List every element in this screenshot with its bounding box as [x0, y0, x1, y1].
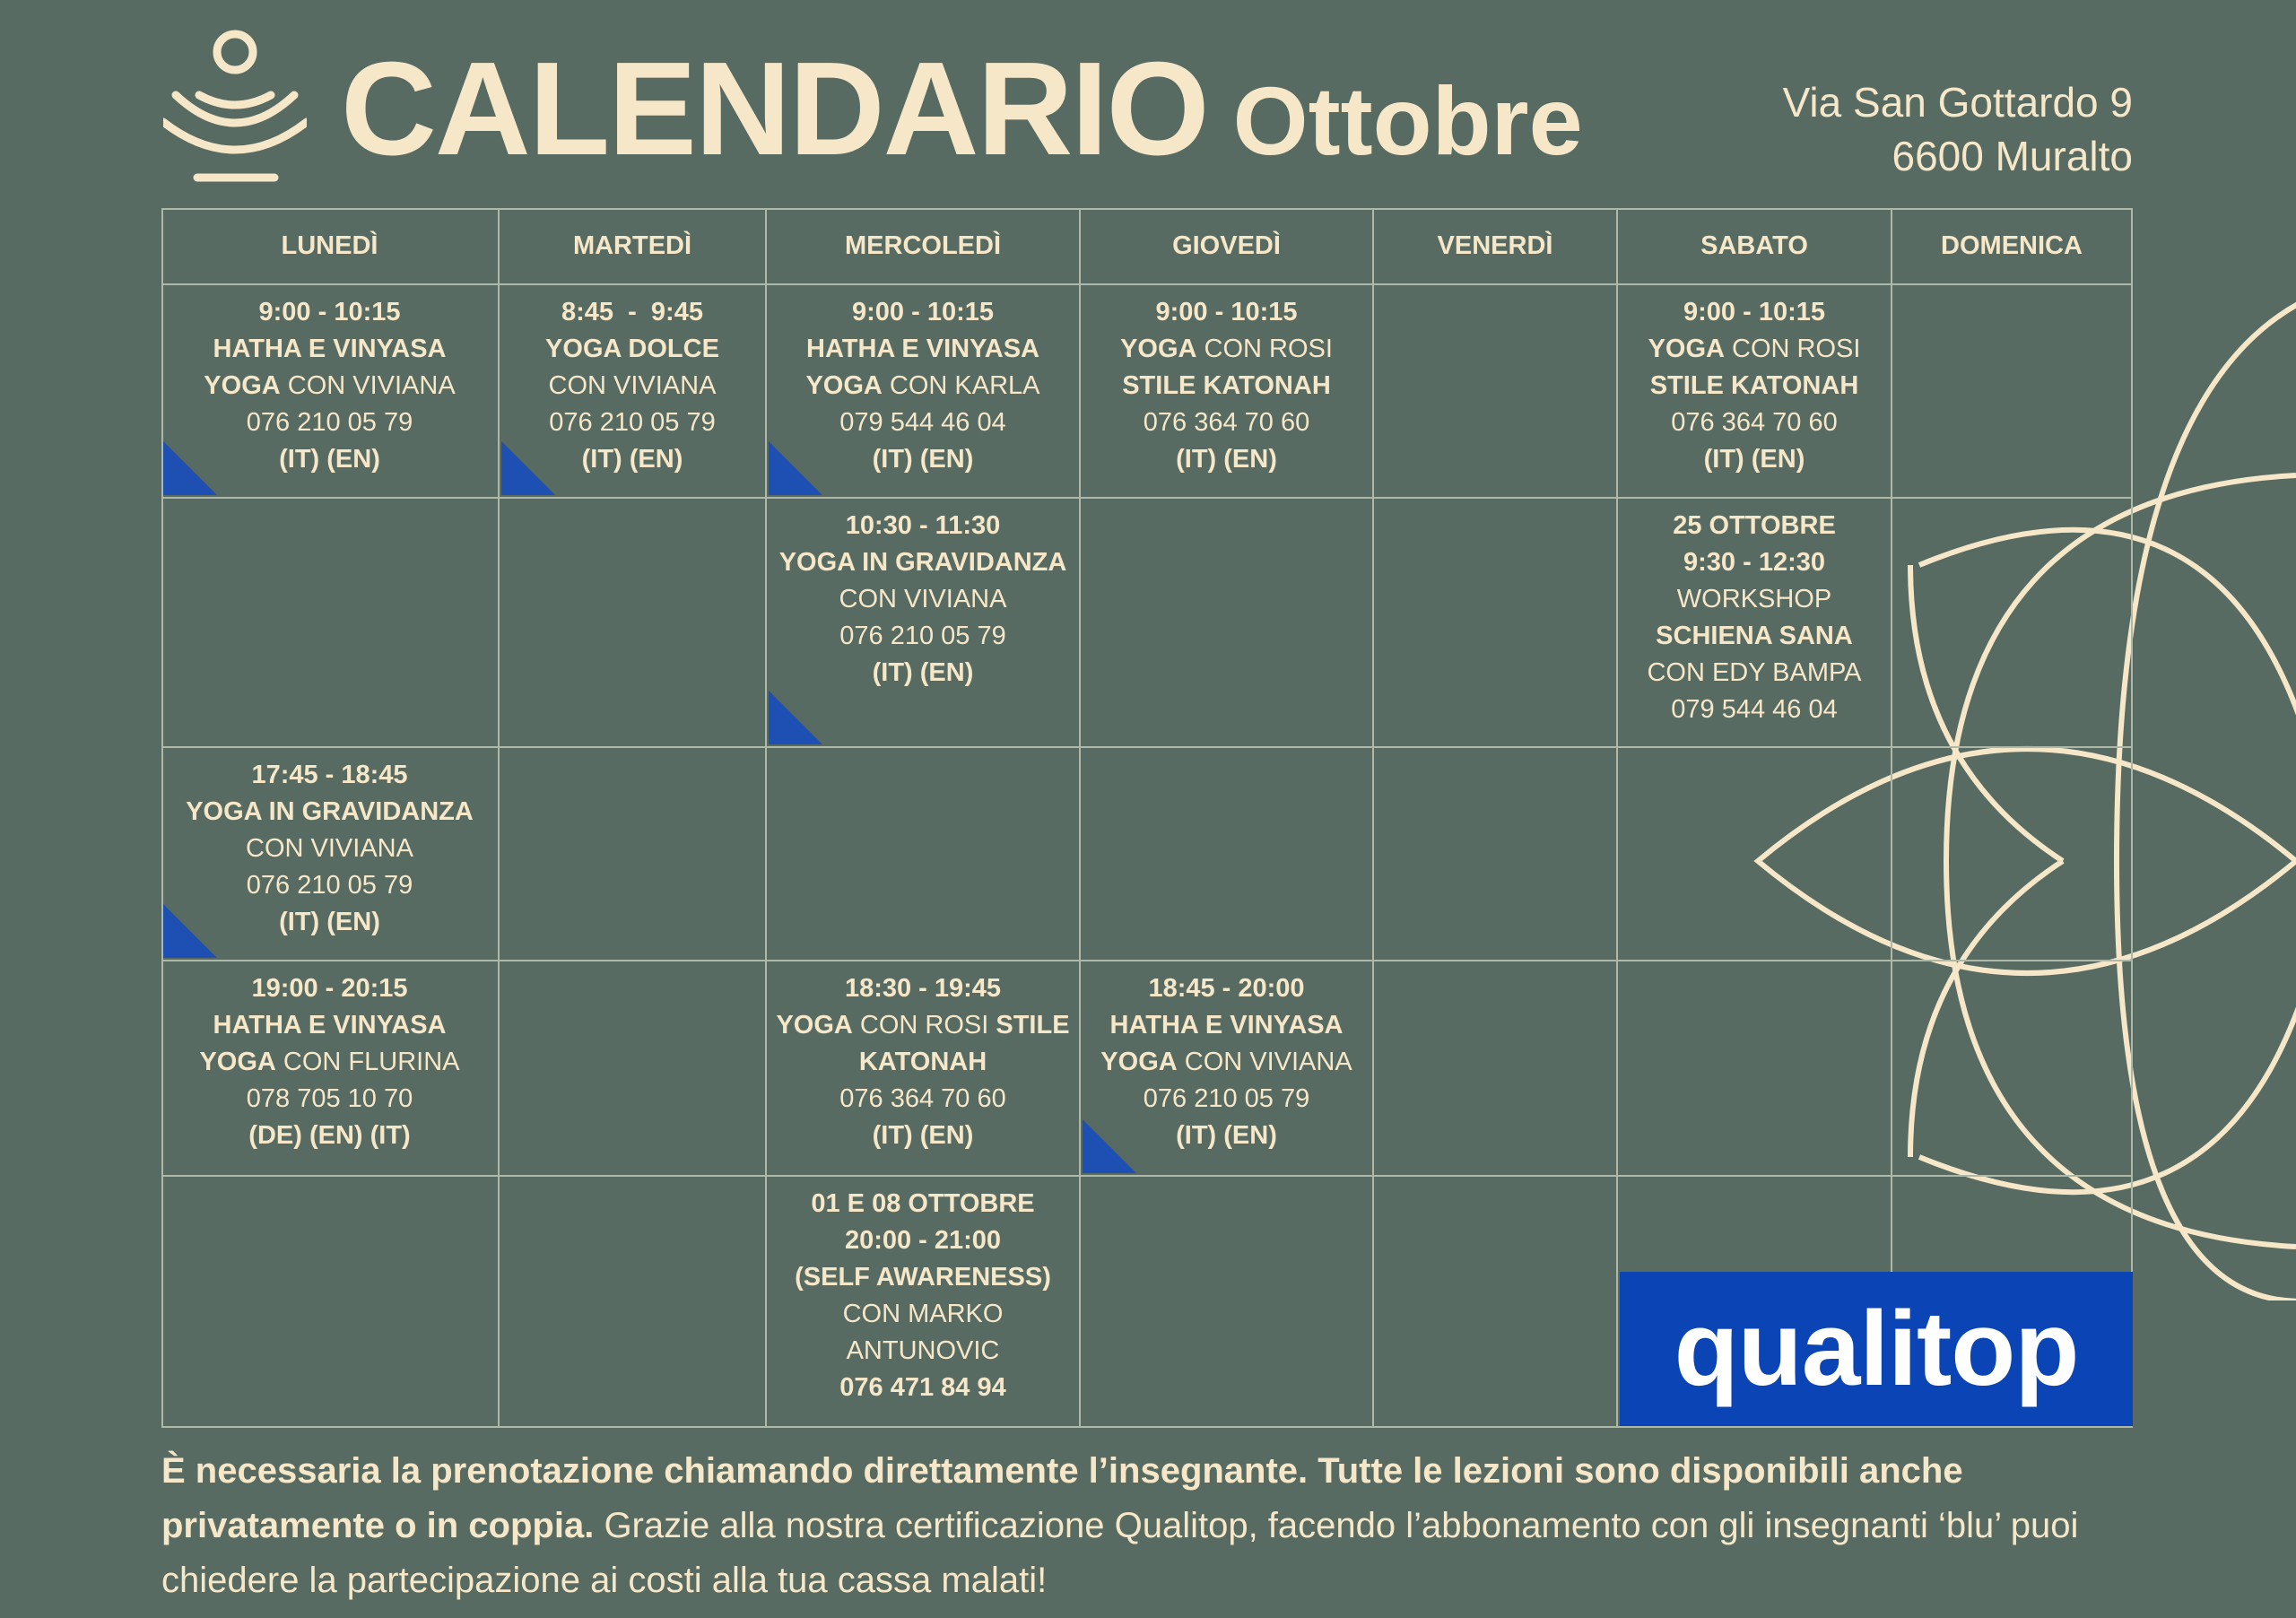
class-title: YOGA IN GRAVIDANZA	[778, 548, 1067, 577]
address-street: Via San Gottardo 9	[1782, 79, 2133, 126]
class-langs: (IT) (EN)	[581, 445, 683, 474]
class-langs: (IT) (EN)	[1176, 445, 1277, 474]
class-title: HATHA E VINYASA	[213, 1011, 447, 1040]
class-title: HATHA E VINYASA	[1109, 1011, 1344, 1040]
class-date: 01 E 08 OTTOBRE	[811, 1189, 1035, 1218]
class-teacher: CON ROSI	[1724, 335, 1861, 363]
empty-cell	[161, 1177, 500, 1428]
class-title-2: YOGA	[1100, 1048, 1178, 1076]
class-time: 17:45 - 18:45	[251, 761, 408, 789]
day-header-domenica: DOMENICA	[1892, 208, 2133, 285]
class-title: HATHA E VINYASA	[806, 335, 1039, 363]
empty-cell	[1892, 499, 2133, 748]
class-time: 9:00 - 10:15	[1155, 298, 1298, 326]
class-phone: 076 210 05 79	[549, 408, 716, 437]
class-langs: (IT) (EN)	[279, 445, 380, 474]
empty-cell	[1374, 748, 1618, 961]
class-cell-thu-1	[1081, 285, 1374, 499]
class-cell-sat-1	[1618, 285, 1892, 499]
class-teacher: CON VIVIANA	[246, 834, 413, 863]
footer-normal-text: Grazie alla nostra certificazione Qualitop, facendo l’abbonamento con gli insegnanti ‘blu’ puoi chiedere la partecipazione ai costi alla tua cassa malati!	[161, 1506, 2079, 1600]
class-phone: 076 471 84 94	[839, 1373, 1006, 1402]
class-title-3: KATONAH	[858, 1048, 987, 1076]
blue-teacher-marker	[769, 691, 822, 744]
class-time: 20:00 - 21:00	[844, 1226, 1002, 1255]
day-header-venerdi: VENERDÌ	[1374, 208, 1618, 285]
class-title-2: STILE KATONAH	[1122, 371, 1331, 400]
class-title: YOGA	[1120, 335, 1197, 363]
day-header-giovedi: GIOVEDÌ	[1081, 208, 1374, 285]
class-cell-wed-2	[767, 499, 1081, 748]
class-time: 18:45 - 20:00	[1148, 974, 1305, 1003]
class-title: SCHIENA SANA	[1656, 622, 1853, 650]
class-langs: (DE) (EN) (IT)	[248, 1121, 411, 1150]
class-time: 18:30 - 19:45	[844, 974, 1002, 1003]
empty-cell	[1374, 961, 1618, 1177]
class-cell-wed-4	[767, 961, 1081, 1177]
empty-cell	[1892, 961, 2133, 1177]
empty-cell	[161, 499, 500, 748]
empty-cell	[1892, 748, 2133, 961]
class-cell-thu-4	[1081, 961, 1374, 1177]
class-teacher: CON ROSI	[1196, 335, 1333, 363]
day-header-martedi: MARTEDÌ	[500, 208, 767, 285]
empty-cell	[1618, 748, 1892, 961]
class-teacher: CON KARLA	[882, 371, 1040, 400]
class-cell-sat-2	[1618, 499, 1892, 748]
class-title: (SELF AWARENESS)	[795, 1263, 1051, 1292]
empty-cell	[1618, 961, 1892, 1177]
class-time: 8:45 - 9:45	[561, 298, 703, 326]
empty-cell	[767, 748, 1081, 961]
class-phone: 078 705 10 70	[246, 1084, 413, 1113]
class-langs: (IT) (EN)	[279, 908, 380, 936]
class-title-2: YOGA	[805, 371, 883, 400]
blue-teacher-marker	[163, 904, 217, 958]
empty-cell	[500, 1177, 767, 1428]
empty-cell	[500, 499, 767, 748]
title-calendario: CALENDARIO	[341, 35, 1208, 183]
class-title: HATHA E VINYASA	[213, 335, 447, 363]
empty-cell	[1374, 499, 1618, 748]
class-phone: 076 210 05 79	[246, 871, 413, 900]
class-cell-mon-4	[161, 961, 500, 1177]
class-phone: 076 364 70 60	[1671, 408, 1838, 437]
class-phone: 076 364 70 60	[839, 1084, 1006, 1113]
meditation-stones-icon	[163, 25, 307, 187]
class-kind: WORKSHOP	[1676, 585, 1832, 613]
class-teacher: CON MARKO	[842, 1300, 1004, 1328]
class-phone: 076 210 05 79	[1143, 1084, 1310, 1113]
class-time: 9:00 - 10:15	[1683, 298, 1825, 326]
empty-cell	[1374, 285, 1618, 499]
address-city: 6600 Muralto	[1892, 133, 2133, 179]
class-teacher: CON FLURINA	[275, 1048, 460, 1076]
class-teacher: CON EDY BAMPA	[1647, 658, 1862, 687]
class-cell-mon-3	[161, 748, 500, 961]
class-langs: (IT) (EN)	[872, 1121, 974, 1150]
class-langs: (IT) (EN)	[1176, 1121, 1277, 1150]
class-teacher: CON VIVIANA	[1177, 1048, 1352, 1076]
class-phone: 076 210 05 79	[246, 408, 413, 437]
class-title: YOGA DOLCE	[545, 335, 719, 363]
class-time: 10:30 - 11:30	[845, 511, 1001, 540]
class-langs: (IT) (EN)	[1703, 445, 1805, 474]
empty-cell	[1892, 285, 2133, 499]
class-teacher: CON ROSI	[852, 1011, 996, 1040]
class-time: 9:00 - 10:15	[258, 298, 401, 326]
blue-teacher-marker	[769, 441, 822, 495]
day-header-sabato: SABATO	[1618, 208, 1892, 285]
class-langs: (IT) (EN)	[872, 445, 974, 474]
class-phone: 076 210 05 79	[839, 622, 1006, 650]
class-phone: 076 364 70 60	[1143, 408, 1310, 437]
class-date: 25 OTTOBRE	[1673, 511, 1836, 540]
footer-bold-text: È necessaria la prenotazione chiamando direttamente l’insegnante. Tutte le lezioni sono disponibili anche privatamente o in coppia.	[161, 1451, 1963, 1545]
class-phone: 079 544 46 04	[1671, 695, 1838, 724]
class-title: YOGA	[776, 1011, 853, 1040]
empty-cell	[1081, 499, 1374, 748]
class-title-2: YOGA	[204, 371, 281, 400]
address	[1783, 75, 2133, 183]
class-time: 19:00 - 20:15	[251, 974, 408, 1003]
day-header-mercoledi: MERCOLEDÌ	[767, 208, 1081, 285]
page-title	[341, 35, 1583, 183]
calendar-grid	[161, 208, 2133, 1428]
class-teacher: CON VIVIANA	[839, 585, 1007, 613]
class-cell-wed-5	[767, 1177, 1081, 1428]
class-title-2: YOGA	[199, 1048, 276, 1076]
class-cell-wed-1	[767, 285, 1081, 499]
blue-teacher-marker	[501, 441, 555, 495]
class-langs: (IT) (EN)	[872, 658, 974, 687]
class-teacher-2: ANTUNOVIC	[846, 1336, 1000, 1365]
empty-cell	[500, 748, 767, 961]
empty-cell	[1374, 1177, 1618, 1428]
class-title: YOGA	[1648, 335, 1725, 363]
class-phone: 079 544 46 04	[839, 408, 1006, 437]
class-time: 9:30 - 12:30	[1683, 548, 1825, 577]
class-title: YOGA IN GRAVIDANZA	[186, 797, 474, 826]
class-cell-mon-1	[161, 285, 500, 499]
title-month: Ottobre	[1232, 66, 1583, 175]
class-title-2: STILE KATONAH	[1649, 371, 1859, 400]
footer-note	[161, 1444, 2152, 1608]
class-teacher: CON VIVIANA	[548, 371, 717, 400]
qualitop-badge: qualitop	[1620, 1272, 2133, 1426]
class-teacher: CON VIVIANA	[280, 371, 456, 400]
empty-cell	[1081, 748, 1374, 961]
class-time: 9:00 - 10:15	[852, 298, 994, 326]
blue-teacher-marker	[1083, 1119, 1136, 1173]
class-cell-tue-1	[500, 285, 767, 499]
empty-cell	[500, 961, 767, 1177]
day-header-lunedi: LUNEDÌ	[161, 208, 500, 285]
blue-teacher-marker	[163, 441, 217, 495]
empty-cell	[1081, 1177, 1374, 1428]
class-title-2: STILE	[996, 1011, 1070, 1040]
